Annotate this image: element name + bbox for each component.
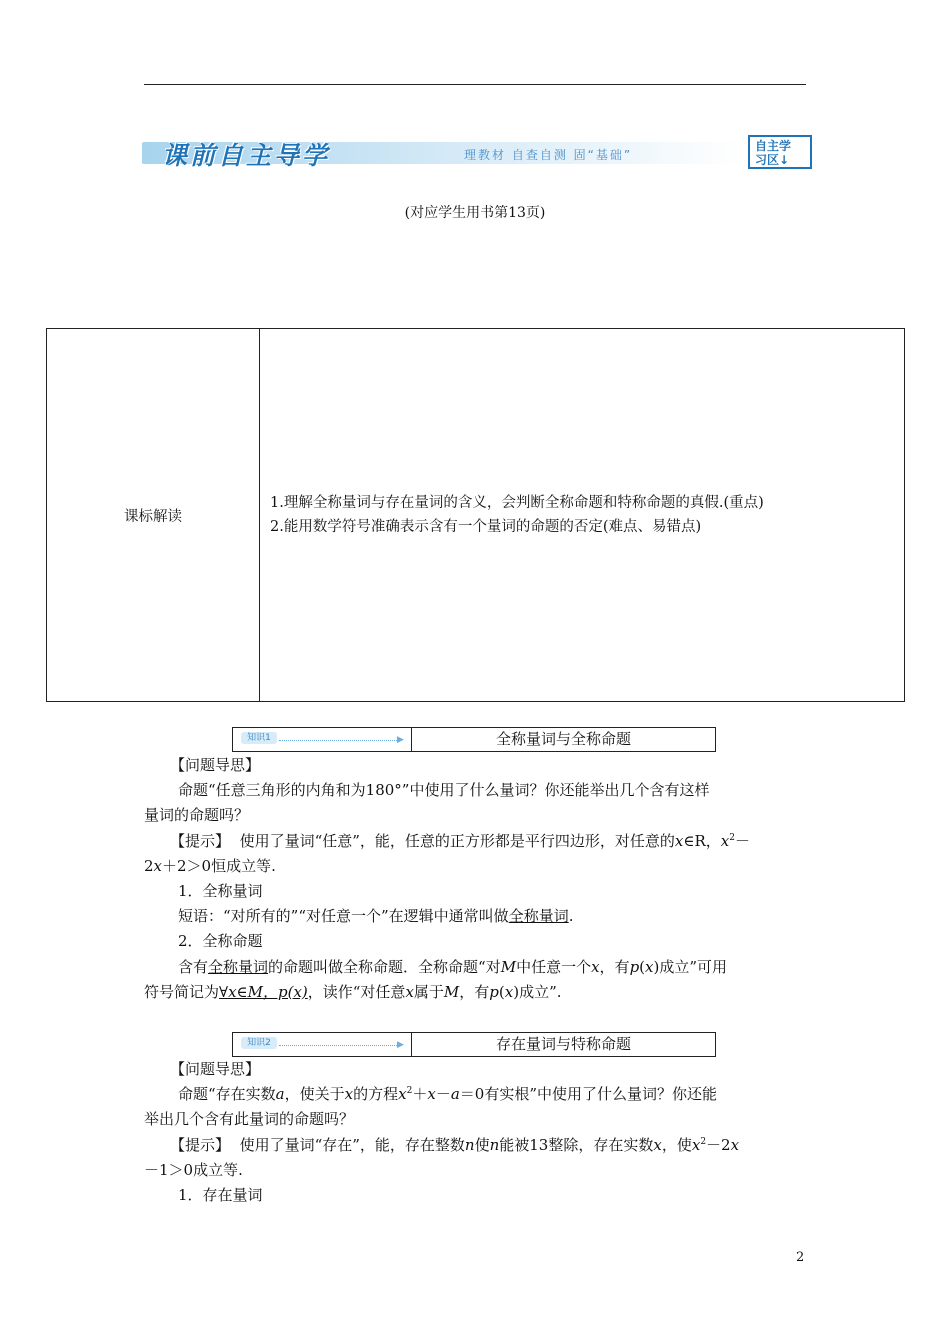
def-text: (: [639, 958, 646, 976]
page-reference: (对应学生用书第13页): [404, 205, 546, 221]
banner-title: 课前自主导学: [162, 141, 331, 170]
underlined-term: 全称量词: [208, 958, 269, 976]
math-var: x: [720, 832, 730, 850]
objectives-content: [260, 329, 905, 702]
def-text: 短语：“对所有的”“对任意一个”在逻辑中通常叫做: [178, 907, 509, 925]
math-var: M: [443, 983, 460, 1001]
q-text: ＝0有实根”中使用了什么量词？你还能: [459, 1085, 717, 1103]
math-var: M: [500, 958, 517, 976]
objectives-label: 课标解读: [47, 329, 260, 702]
def-text: ，读作“对任意: [307, 983, 406, 1001]
section-header-1: [232, 727, 716, 752]
math-var: n: [489, 1136, 500, 1154]
question-line: 命题“任意三角形的内角和为180°”中使用了什么量词？你还能举出几个含有这样: [178, 781, 710, 799]
definition-line: [178, 906, 573, 926]
hint-text: －2: [706, 1136, 731, 1154]
math-var: a: [450, 1085, 460, 1103]
dotted-leader: [279, 740, 399, 741]
math-exp: 2: [700, 1137, 707, 1147]
knowledge-tag-label: 知识1: [241, 732, 277, 744]
def-text: )成立”可用: [653, 958, 728, 976]
math-var: x: [153, 857, 163, 875]
math-exp: 2: [729, 833, 735, 843]
hint-text: 使: [474, 1136, 490, 1154]
arrow-icon: ▶: [397, 735, 404, 745]
top-rule: [144, 84, 806, 85]
subheading: 1．存在量词: [178, 1186, 263, 1204]
math-var: p: [489, 983, 499, 1001]
hint-line: [144, 856, 276, 876]
q-text: 的方程: [353, 1085, 399, 1103]
hint-text: ∈R，: [683, 832, 721, 850]
subheading: 1．全称量词: [178, 882, 263, 900]
math-var: n: [464, 1136, 475, 1154]
q-text: ，使关于: [284, 1085, 345, 1103]
def-text: 含有: [178, 958, 209, 976]
guide-label: 【问题导思】: [170, 1060, 261, 1078]
math-var: x: [405, 983, 414, 1001]
underlined-term: ∀x∈M，p(x): [219, 983, 308, 1001]
objectives-table: [46, 328, 905, 702]
hint-text: 使用了量词“任意”，能，任意的正方形都是平行四边形，对任意的: [239, 832, 675, 850]
underlined-term: 全称量词: [508, 907, 569, 925]
hint-line: [170, 1135, 739, 1155]
hint-text: ＋2＞0恒成立等.: [162, 857, 276, 875]
def-text: 属于: [413, 983, 444, 1001]
math-var: x: [645, 958, 654, 976]
hint-text: 能被13整除，存在实数: [499, 1136, 654, 1154]
section-header-2: [232, 1032, 716, 1057]
def-text: 的命题叫做全称命题．全称命题“对: [268, 958, 501, 976]
section-title: 存在量词与特称命题: [495, 1035, 631, 1053]
math-var: a: [275, 1085, 285, 1103]
hint-text: 使用了量词“存在”，能，存在整数: [239, 1136, 465, 1154]
math-var: x: [427, 1085, 436, 1103]
question-line: [178, 1084, 717, 1104]
hint-line: [170, 831, 750, 851]
def-text: ，有: [459, 983, 490, 1001]
knowledge-tag: [233, 1033, 412, 1056]
hint-label: 【提示】: [170, 1136, 231, 1154]
def-text: )成立”.: [513, 983, 562, 1001]
math-exp: 2: [406, 1086, 413, 1096]
self-study-badge: [748, 135, 812, 169]
arrow-icon: ▶: [397, 1040, 404, 1050]
definition-line: [144, 982, 562, 1002]
hint-line: －1＞0成立等.: [144, 1161, 243, 1179]
math-var: x: [730, 1136, 740, 1154]
def-text: .: [568, 907, 574, 925]
knowledge-tag: [233, 728, 412, 751]
page-number: 2: [796, 1250, 805, 1265]
badge-line-1: 自主学: [755, 139, 792, 153]
def-text: ，有: [599, 958, 630, 976]
math-var: x: [398, 1085, 407, 1103]
math-var: x: [591, 958, 600, 976]
objective-item: 1.理解全称量词与存在量词的含义，会判断全称命题和特称命题的真假.(重点): [270, 495, 764, 511]
def-text: 符号简记为: [144, 983, 220, 1001]
math-var: x: [504, 983, 514, 1001]
hint-text: 2: [144, 857, 154, 875]
question-line: 举出几个含有此量词的命题吗？: [144, 1110, 355, 1128]
section-banner: [142, 134, 814, 172]
knowledge-tag-label: 知识2: [241, 1037, 277, 1049]
math-var: x: [653, 1136, 662, 1154]
hint-text: －: [734, 832, 750, 850]
guide-label: 【问题导思】: [170, 756, 261, 774]
def-text: (: [498, 983, 505, 1001]
badge-line-2: 习区↓: [755, 153, 790, 167]
hint-label: 【提示】: [170, 832, 231, 850]
objective-item: 2.能用数学符号准确表示含有一个量词的命题的否定(难点、易错点): [270, 519, 702, 535]
math-var: x: [691, 1136, 701, 1154]
math-var: x: [674, 832, 684, 850]
subheading: 2．全称命题: [178, 932, 263, 950]
q-text: ＋: [412, 1085, 428, 1103]
definition-line: [178, 957, 727, 977]
def-text: 中任意一个: [516, 958, 592, 976]
math-var: x: [344, 1085, 354, 1103]
banner-motto: 理教材 自查自测 固“基础”: [464, 148, 633, 162]
section-title: 全称量词与全称命题: [495, 730, 631, 748]
question-line: 量词的命题吗？: [144, 806, 250, 824]
q-text: 命题“存在实数: [178, 1085, 276, 1103]
q-text: －: [435, 1085, 451, 1103]
hint-text: ，使: [661, 1136, 692, 1154]
math-var: p: [629, 958, 640, 976]
dotted-leader: [279, 1045, 399, 1046]
